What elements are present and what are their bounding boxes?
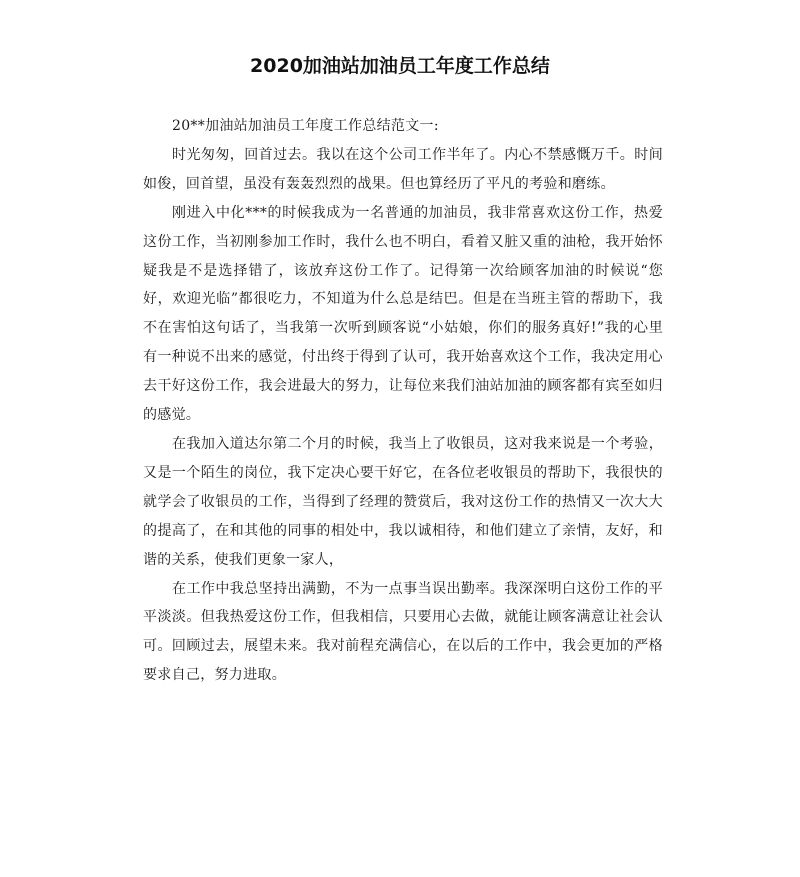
document-subtitle: 20**加油站加油员工年度工作总结范文一: [172, 118, 439, 134]
body-paragraph-2: 刚进入中化***的时候我成为一名普通的加油员，我非常喜欢这份工作，热爱这份工作，当初刚参加工作时，我什么也不明白，看着又脏又重的油枪，我开始怀疑我是不是选择错了，该放弃这份工作了。记得第一次给顾客加油的时候说“您好，欢迎光临”都很吃力，不知道为什么总是结巴。但是在当班主管的帮助下，我不在害怕这句话了，当我第一次听到顾客说“小姑娘，你们的服务真好!”我的心里有一种说不出来的感觉，付出终于得到了认可，我开始喜欢这个工作，我决定用心去干好这份工作，我会进最大的努力，让每位来我们油站加油的顾客都有宾至如归的感觉。 [143, 204, 663, 424]
document-title: 2020加油站加油员工年度工作总结 [250, 55, 550, 77]
body-paragraph-3: 在我加入道达尔第二个月的时候，我当上了收银员，这对我来说是一个考验，又是一个陌生的岗位，我下定决心要干好它，在各位老收银员的帮助下，我很快的就学会了收银员的工作，当得到了经理的赞赏后，我对这份工作的热情又一次大大的提高了，在和其他的同事的相处中，我以诚相待，和他们建立了亲情，友好，和谐的关系，使我们更象一家人， [143, 435, 663, 568]
document-body [143, 112, 663, 690]
body-paragraph-4: 在工作中我总坚持出满勤，不为一点事当误出勤率。我深深明白这份工作的平平淡淡。但我热爱这份工作，但我相信，只要用心去做，就能让顾客满意让社会认可。回顾过去，展望未来。我对前程充满信心，在以后的工作中，我会更加的严格要求自己，努力进取。 [143, 580, 663, 684]
body-paragraph-1: 时光匆匆，回首过去。我以在这个公司工作半年了。内心不禁感慨万千。时间如俊，回首望，虽没有轰轰烈烈的战果。但也算经历了平凡的考验和磨练。 [143, 146, 663, 192]
